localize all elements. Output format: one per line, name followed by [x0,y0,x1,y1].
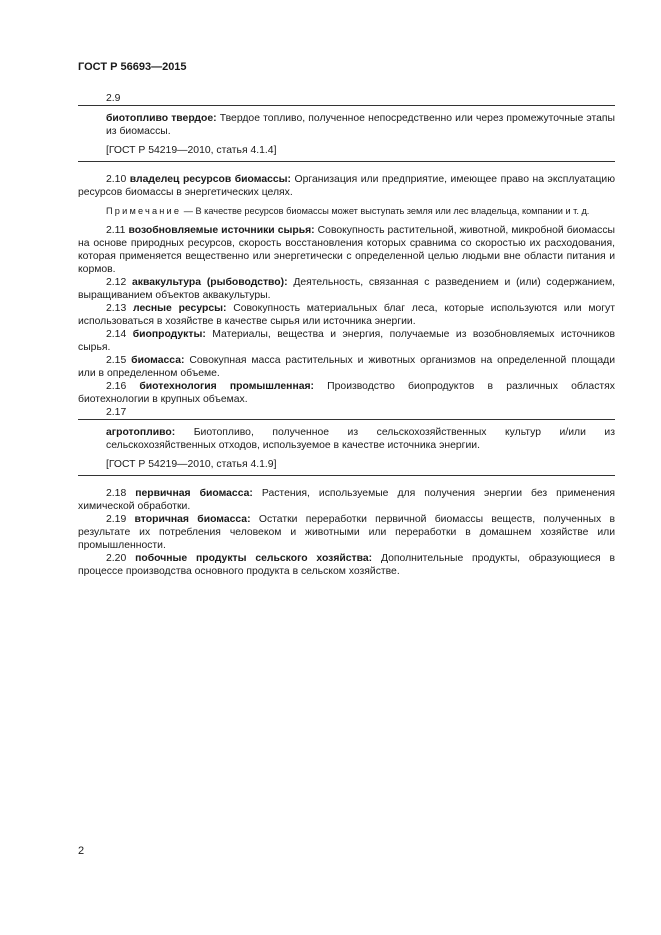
note-2-10 [78,205,615,218]
term-title: биотехнология промышленная: [139,381,315,392]
term-title: биопродукты: [132,329,206,340]
term-title: побочные продукты сельского хозяйства: [135,553,373,564]
term-number: 2.16 [106,381,127,392]
term-entry-2-10 [78,173,615,199]
term-number: 2.19 [106,514,127,525]
term-title: владелец ресурсов биомассы: [129,174,291,185]
term-number: 2.20 [106,553,127,564]
term-definition: Дополнительные продукты, образующиеся в процессе производства основного продукта в сельском хозяйстве. [78,553,615,577]
term-number: 2.14 [106,329,127,340]
term-entry-2-20 [78,552,615,578]
term-definition: Производство биопродуктов в различных областях биотехнологии в крупных объемах. [78,381,615,405]
term-number: 2.15 [106,355,127,366]
term-number-2-17: 2.17 [106,407,127,418]
term-box-2-9 [78,105,615,162]
term-definition: Твердое топливо, полученное непосредственно или через промежуточные этапы из биомассы. [106,113,615,137]
term-definition: Деятельность, связанная с разведением и (или) содержанием, выращиванием объектов аквакультуры. [78,277,615,301]
term-definition: Растения, используемые для получения энергии без применения химической обработки. [78,488,616,512]
term-title: первичная биомасса: [135,488,253,499]
term-entry-2-17 [106,426,615,452]
terms-section [78,92,615,578]
term-definition: Совокупность материальных благ леса, которые используются или могут использоваться в хозяйстве в качестве сырья или источника энергии. [78,303,615,327]
term-definition: Остатки переработки первичной биомассы веществ, полученных в результате их потребления человеком и животными или переработки в домашнем хозяйстве или промышленности. [78,514,615,551]
term-number: 2.13 [106,303,127,314]
term-entry-2-14 [78,328,615,354]
term-title: биотопливо твердое: [106,113,217,124]
term-entry-2-13 [78,302,615,328]
term-number: 2.12 [106,277,127,288]
term-definition: Совокупность растительной, животной, микробной биомассы на основе природных ресурсов, скорость восстановления которых сравнима со скоростью их расходования, которая применяется вещественно или энергетически с определенной целью людьми вне области питания и кормов. [78,225,616,275]
term-title: агротопливо: [106,427,176,438]
term-number: 2.18 [106,488,127,499]
document-header: ГОСТ Р 56693—2015 [78,61,187,73]
term-number: 2.10 [106,174,127,185]
term-title: вторичная биомасса: [134,514,251,525]
term-definition: Организация или предприятие, имеющее право на эксплуатацию ресурсов биомассы в энергетических целях. [78,174,615,198]
note-text: — В качестве ресурсов биомассы может выступать земля или лес владельца, компании и т. д. [181,206,590,216]
term-entry-2-19 [78,513,615,552]
term-source-2-9: [ГОСТ Р 54219—2010, статья 4.1.4] [106,145,277,156]
term-entry-2-16 [78,380,615,406]
term-number: 2.11 [106,225,126,236]
term-entry-2-9 [106,112,615,138]
term-title: биомасса: [131,355,185,366]
term-entry-2-12 [78,276,615,302]
term-source-2-17: [ГОСТ Р 54219—2010, статья 4.1.9] [106,459,277,470]
term-number-2-9: 2.9 [106,93,121,104]
term-definition: Биотопливо, полученное из сельскохозяйственных культур и/или из сельскохозяйственных отходов, используемое в качестве источника энергии. [106,427,615,451]
note-label: Примечание [106,206,182,216]
term-definition: Совокупная масса растительных и животных организмов на определенной площади или в определенном объеме. [78,355,616,379]
term-box-2-17 [78,419,615,476]
term-title: аквакультура (рыбоводство): [132,277,288,288]
term-entry-2-15 [78,354,615,380]
page-number: 2 [78,845,85,857]
term-title: лесные ресурсы: [133,303,227,314]
term-title: возобновляемые источники сырья: [128,225,315,236]
term-definition: Материалы, вещества и энергия, получаемые из возобновляемых источников сырья. [78,329,615,353]
term-entry-2-11 [78,224,615,276]
term-entry-2-18 [78,487,615,513]
